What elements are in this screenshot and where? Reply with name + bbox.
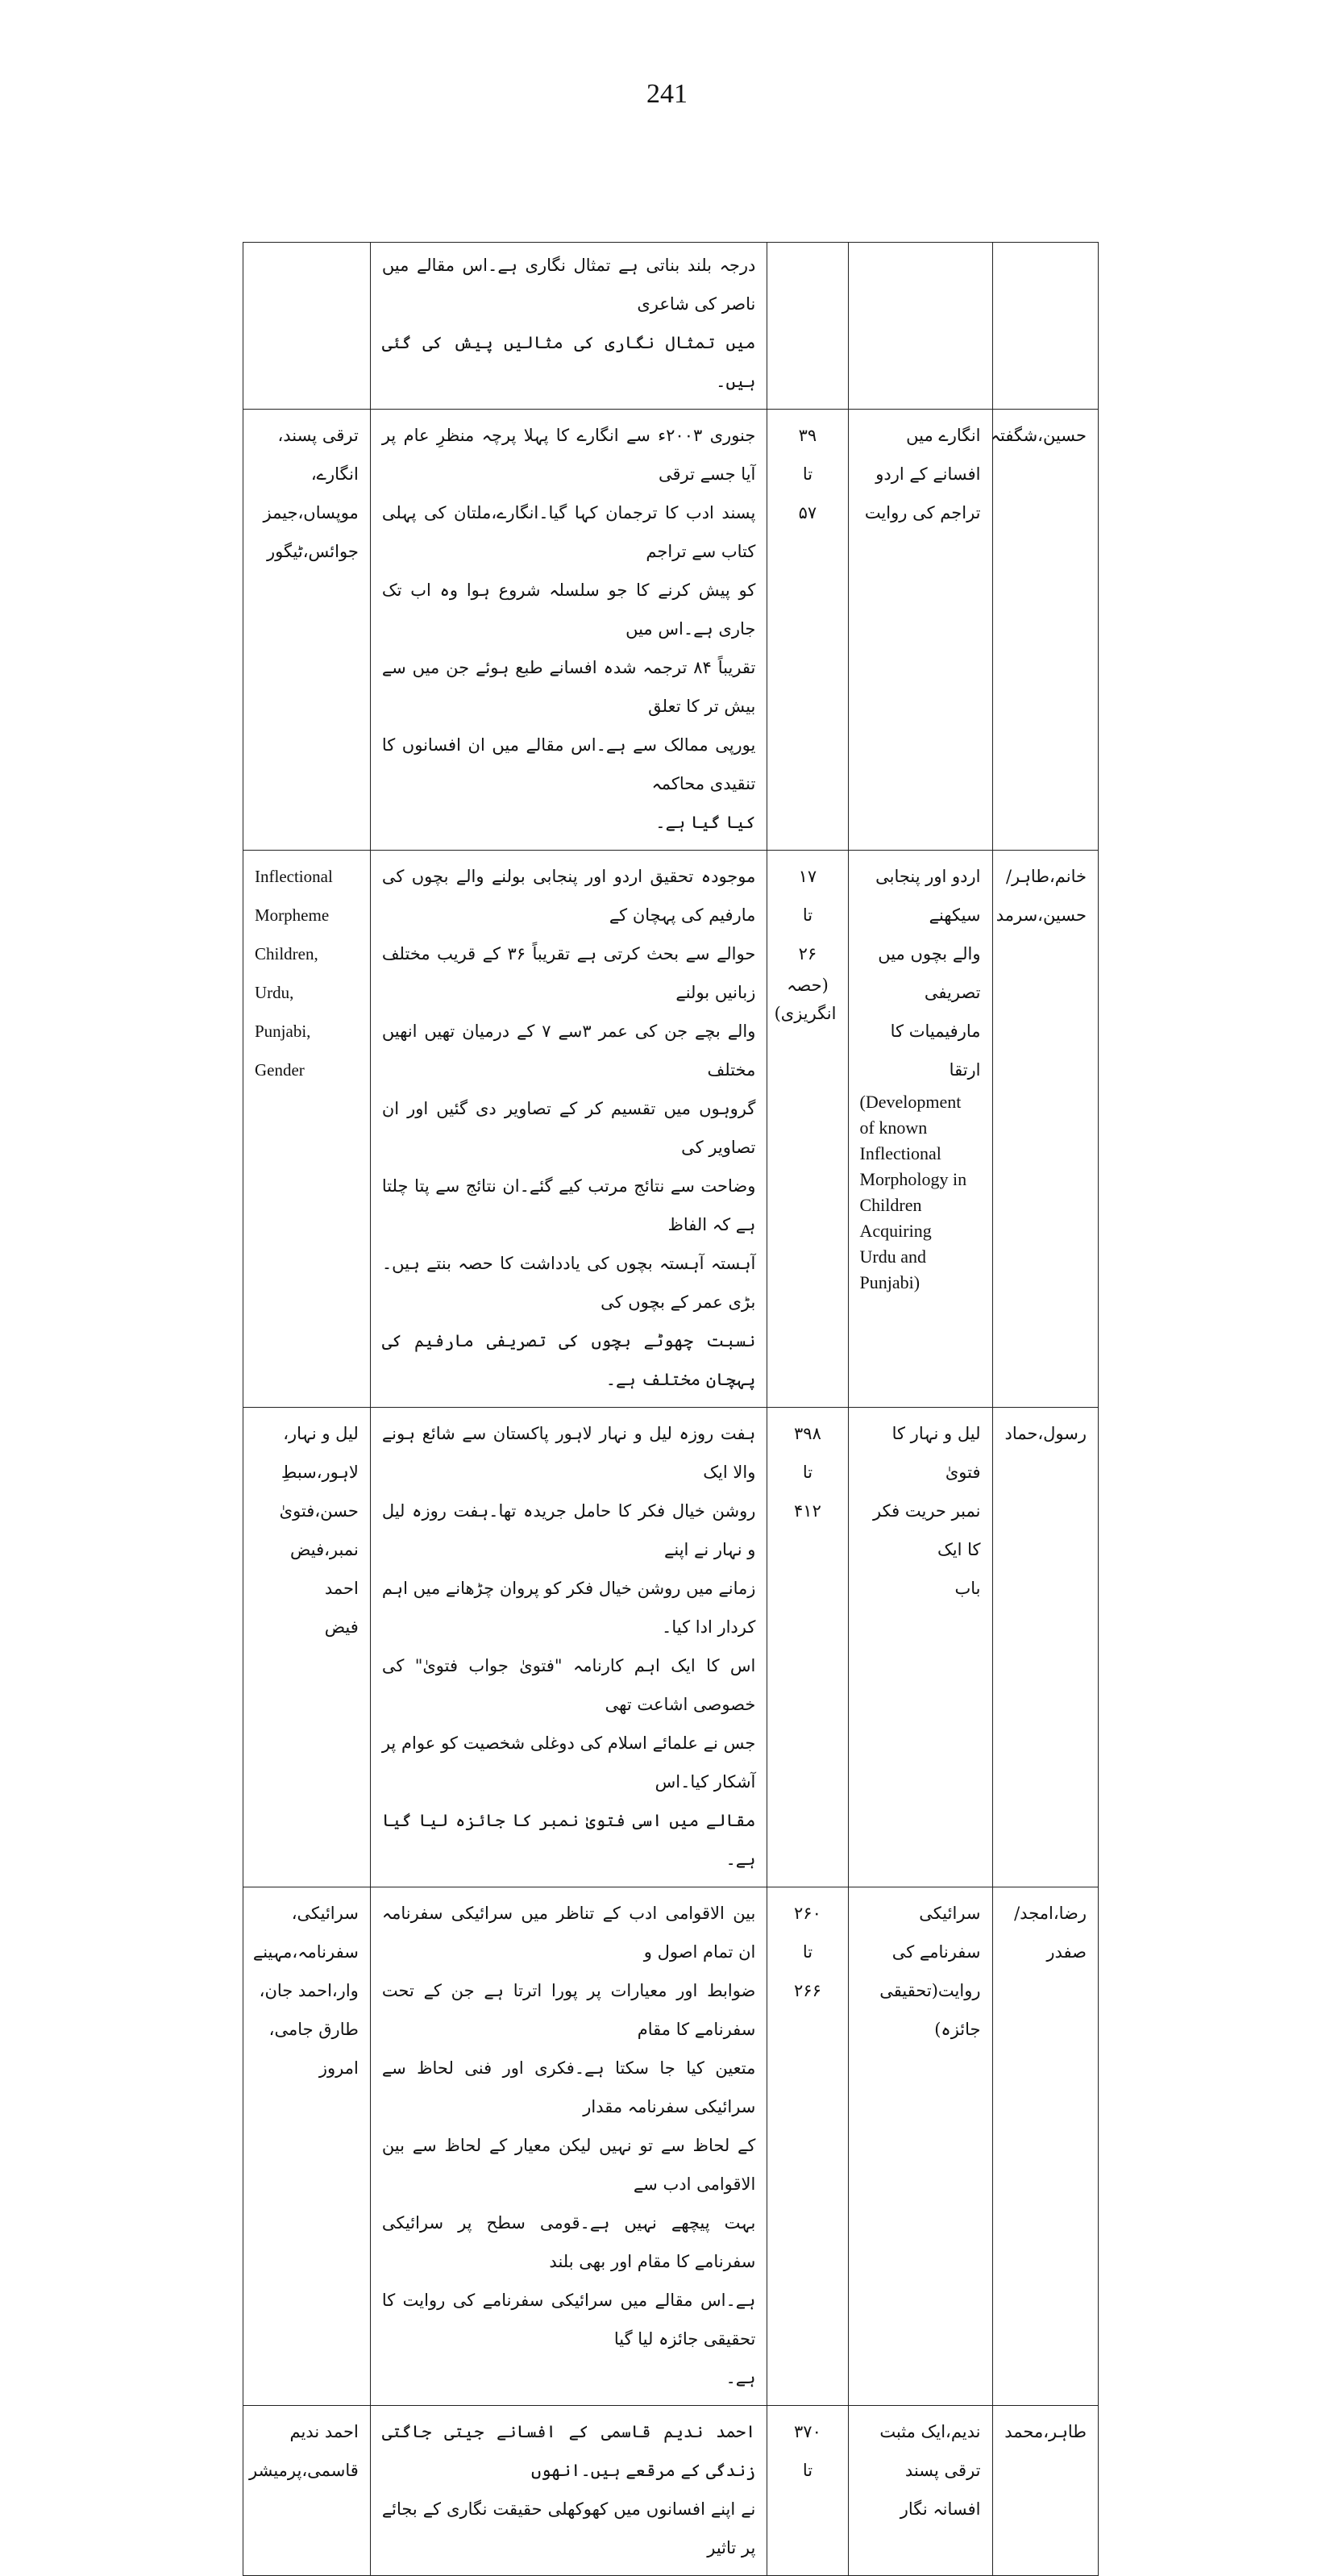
keyword: موپساں،جیمز bbox=[263, 503, 359, 522]
title-line: تراجم کی روایت bbox=[864, 503, 981, 522]
abstract-line: متعین کیا جا سکتا ہے۔فکری اور فنی لحاظ سے سرائیکی سفرنامہ مقدار bbox=[381, 2058, 756, 2116]
abstract-line: میں تمثال نگاری کی مثالیں پیش کی گئی ہیں۔ bbox=[381, 333, 756, 391]
title-line: روایت(تحقیقی bbox=[879, 1981, 981, 2000]
keyword: Gender bbox=[255, 1060, 305, 1080]
abstract-line: نے اپنے افسانوں میں کھوکھلی حقیقت نگاری کے بجائے پر تاثیر bbox=[381, 2499, 756, 2557]
keyword: احمد ندیم bbox=[289, 2422, 359, 2441]
keyword: انگارے، bbox=[310, 464, 359, 484]
keyword: طارق جامی، bbox=[268, 2020, 359, 2039]
author-cell bbox=[992, 243, 1098, 410]
keyword: Punjabi, bbox=[255, 1022, 311, 1041]
page-to: تا bbox=[802, 2461, 813, 2480]
page-note: انگریزی) bbox=[774, 1004, 837, 1023]
author-cell bbox=[992, 851, 1098, 1408]
abstract-line: بہت پیچھے نہیں ہے۔قومی سطح پر سرائیکی سفرنامے کا مقام اور بھی بلند bbox=[381, 2213, 756, 2271]
title-en-line: of known bbox=[859, 1117, 928, 1138]
abstract-line: کے لحاظ سے تو نہیں لیکن معیار کے لحاظ سے بین الاقوامی ادب سے bbox=[381, 2136, 756, 2194]
pages-cell bbox=[767, 1408, 848, 1887]
title-en-line: Children bbox=[859, 1195, 922, 1215]
title-en-line: Urdu and bbox=[859, 1246, 926, 1267]
title-line: ترقی پسند افسانہ نگار bbox=[900, 2461, 981, 2519]
abstract-line: جنوری ۲۰۰۳ء سے انگارے کا پہلا پرچہ منظرِ عام پر آیا جسے ترقی bbox=[381, 426, 756, 484]
table-row bbox=[243, 2406, 1099, 2576]
title-line: سرائیکی سفرنامے کی bbox=[891, 1904, 981, 1962]
abstract-line: گروہوں میں تقسیم کر کے تصاویر دی گئیں اور ان تصاویر کی bbox=[381, 1099, 756, 1157]
abstract-line: ہے۔ bbox=[725, 2368, 756, 2387]
abstract-line: اس کا ایک اہم کارنامہ "فتویٰ جواب فتویٰ" کی خصوصی اشاعت تھی bbox=[381, 1656, 756, 1714]
page-start: ۱۷ bbox=[798, 867, 817, 886]
keywords-cell bbox=[243, 851, 371, 1408]
title-line: نمبر حریت فکر کا ایک bbox=[872, 1501, 981, 1559]
keywords-cell bbox=[243, 243, 371, 410]
keyword: حسن،فتویٰ bbox=[279, 1501, 359, 1521]
page-start: ۲۶۰ bbox=[794, 1904, 821, 1923]
page-end: ۵۷ bbox=[798, 503, 817, 522]
abstract-line: نسبت چھوٹے بچوں کی تصریفی مارفیم کی پہچان مختلف ہے۔ bbox=[381, 1331, 756, 1389]
table-row bbox=[243, 1887, 1099, 2406]
author-name: رسول،حماد bbox=[1004, 1424, 1087, 1443]
abstract-cell bbox=[370, 410, 767, 851]
abstract-cell bbox=[370, 851, 767, 1408]
page-end: ۲۶ bbox=[798, 944, 817, 963]
pages-cell bbox=[767, 1887, 848, 2406]
table-row bbox=[243, 410, 1099, 851]
abstract-line: ضوابط اور معیارات پر پورا اترتا ہے جن کے تحت سفرنامے کا مقام bbox=[381, 1981, 756, 2039]
author-name: طاہر،محمد bbox=[1004, 2422, 1087, 2441]
abstract-line: روشن خیال فکر کا حامل جریدہ تھا۔ہفت روزہ لیل و نہار نے اپنے bbox=[381, 1501, 756, 1559]
abstract-cell bbox=[370, 2406, 767, 2576]
page-to: تا bbox=[802, 905, 813, 925]
author-name: حسین،سرمد bbox=[995, 905, 1087, 925]
keyword: قاسمی،پرمیشر bbox=[249, 2461, 359, 2480]
abstract-line: احمد ندیم قاسمی کے افسانے جیتی جاگتی زندگی کے مرقعے ہیں۔انھوں bbox=[381, 2422, 756, 2480]
title-line: اردو اور پنجابی سیکھنے bbox=[875, 867, 981, 925]
pages-cell bbox=[767, 2406, 848, 2576]
keyword: Morpheme bbox=[255, 905, 330, 925]
abstract-line: تقریباً ۸۴ ترجمہ شدہ افسانے طبع ہوئے جن میں سے بیش تر کا تعلق bbox=[381, 658, 756, 716]
abstract-cell bbox=[370, 243, 767, 410]
title-en-line: Punjabi) bbox=[859, 1272, 921, 1292]
title-cell bbox=[848, 1887, 992, 2406]
author-name: رضا،امجد/ bbox=[1014, 1904, 1087, 1923]
author-name: خانم،طاہر/ bbox=[1005, 867, 1087, 886]
pages-cell bbox=[767, 410, 848, 851]
page-to: تا bbox=[802, 464, 813, 484]
title-en-line: Morphology in bbox=[859, 1169, 967, 1189]
pages-cell bbox=[767, 851, 848, 1408]
abstract-line: زمانے میں روشن خیال فکر کو پروان چڑھانے میں اہم کردار ادا کیا۔ bbox=[381, 1579, 756, 1637]
table-row bbox=[243, 243, 1099, 410]
title-line: باب bbox=[954, 1579, 981, 1598]
keywords-cell bbox=[243, 410, 371, 851]
keywords-cell bbox=[243, 2406, 371, 2576]
author-cell bbox=[992, 410, 1098, 851]
page-note: (حصہ bbox=[787, 976, 829, 995]
abstract-line: وضاحت سے نتائج مرتب کیے گئے۔ان نتائج سے پتا چلتا ہے کہ الفاظ bbox=[381, 1176, 756, 1234]
abstract-line: ہے۔اس مقالے میں سرائیکی سفرنامے کی روایت کا تحقیقی جائزہ لیا گیا bbox=[381, 2291, 756, 2349]
abstract-line: پسند ادب کا ترجمان کہا گیا۔انگارے،ملتان کی پہلی کتاب سے تراجم bbox=[381, 503, 756, 561]
keywords-cell bbox=[243, 1408, 371, 1887]
abstract-line: کیا گیا ہے۔ bbox=[655, 813, 756, 832]
abstract-cell bbox=[370, 1887, 767, 2406]
title-line: انگارے میں bbox=[906, 426, 981, 445]
keyword: Urdu, bbox=[255, 983, 294, 1002]
title-cell bbox=[848, 2406, 992, 2576]
abstract-line: کو پیش کرنے کا جو سلسلہ شروع ہوا وہ اب تک جاری ہے۔اس میں bbox=[381, 581, 756, 639]
author-cell bbox=[992, 1408, 1098, 1887]
title-en-line: Inflectional bbox=[859, 1143, 941, 1163]
pages-cell bbox=[767, 243, 848, 410]
title-cell bbox=[848, 1408, 992, 1887]
keyword: نمبر،فیض احمد bbox=[290, 1540, 359, 1598]
page-end: ۲۶۶ bbox=[794, 1981, 821, 2000]
keyword: ترقی پسند، bbox=[277, 426, 359, 445]
page-to: تا bbox=[802, 1942, 813, 1962]
keyword: سفرنامہ،مہینے bbox=[252, 1942, 359, 1962]
page-to: تا bbox=[802, 1463, 813, 1482]
author-cell bbox=[992, 1887, 1098, 2406]
page-start: ۳۹۸ bbox=[794, 1424, 821, 1443]
abstract-line: ہفت روزہ لیل و نہار لاہور پاکستان سے شائع ہونے والا ایک bbox=[381, 1424, 756, 1482]
page-end: ۴۱۲ bbox=[794, 1501, 821, 1521]
title-line: ارتقا bbox=[949, 1060, 981, 1080]
abstract-line: آہستہ آہستہ بچوں کی یادداشت کا حصہ بنتے ہیں۔بڑی عمر کے بچوں کی bbox=[381, 1254, 756, 1312]
keyword: لاہور،سبطِ bbox=[281, 1463, 359, 1482]
abstract-line: درجہ بلند بناتی ہے تمثال نگاری ہے۔اس مقالے میں ناصر کی شاعری bbox=[381, 256, 756, 314]
author-name: حسین،شگفتہ bbox=[990, 426, 1087, 445]
abstract-line: حوالے سے بحث کرتی ہے تقریباً ۳۶ کے قریب مختلف زبانیں بولنے bbox=[381, 944, 756, 1002]
abstract-line: موجودہ تحقیق اردو اور پنجابی بولنے والے بچوں کی مارفیم کی پہچان کے bbox=[381, 867, 756, 925]
keyword: امروز bbox=[318, 2058, 359, 2078]
author-name: صفدر bbox=[1046, 1942, 1087, 1962]
title-line: ندیم،ایک مثبت bbox=[879, 2422, 981, 2441]
page-start: ۳۷۰ bbox=[794, 2422, 821, 2441]
keyword: فیض bbox=[324, 1617, 359, 1637]
abstract-line: مقالے میں اسی فتویٰ نمبر کا جائزہ لیا گیا ہے۔ bbox=[381, 1811, 756, 1869]
abstract-line: بین الاقوامی ادب کے تناظر میں سرائیکی سفرنامہ ان تمام اصول و bbox=[381, 1904, 756, 1962]
keyword: جوائس،ٹیگور bbox=[266, 542, 359, 561]
title-cell bbox=[848, 851, 992, 1408]
table-row bbox=[243, 851, 1099, 1408]
abstract-line: والے بچے جن کی عمر ۳سے ۷ کے درمیان تھیں انھیں مختلف bbox=[381, 1022, 756, 1080]
keyword: Children, bbox=[255, 944, 318, 963]
abstract-line: یورپی ممالک سے ہے۔اس مقالے میں ان افسانوں کا تنقیدی محاکمہ bbox=[381, 735, 756, 793]
title-line: تصریفی مارفیمیات کا bbox=[890, 983, 981, 1041]
keywords-cell bbox=[243, 1887, 371, 2406]
bibliography-table bbox=[243, 242, 1099, 2576]
keyword: وار،احمد جان، bbox=[259, 1981, 359, 2000]
author-cell bbox=[992, 2406, 1098, 2576]
table-row bbox=[243, 1408, 1099, 1887]
keyword: سرائیکی، bbox=[291, 1904, 359, 1923]
title-line: افسانے کے اردو bbox=[875, 464, 981, 484]
page-start: ۳۹ bbox=[798, 426, 817, 445]
title-cell bbox=[848, 410, 992, 851]
title-cell bbox=[848, 243, 992, 410]
title-en-line: Acquiring bbox=[859, 1221, 932, 1241]
page-number: 241 bbox=[646, 79, 688, 109]
title-line: جائزہ) bbox=[934, 2020, 981, 2039]
keyword: لیل و نہار، bbox=[283, 1424, 359, 1443]
keyword: Inflectional bbox=[255, 867, 333, 886]
abstract-cell bbox=[370, 1408, 767, 1887]
abstract-line: جس نے علمائے اسلام کی دوغلی شخصیت کو عوام پر آشکار کیا۔اس bbox=[381, 1733, 756, 1792]
title-line: والے بچوں میں bbox=[878, 944, 981, 963]
title-line: لیل و نہار کا فتویٰ bbox=[891, 1424, 981, 1482]
title-en-line: (Development bbox=[859, 1092, 962, 1112]
